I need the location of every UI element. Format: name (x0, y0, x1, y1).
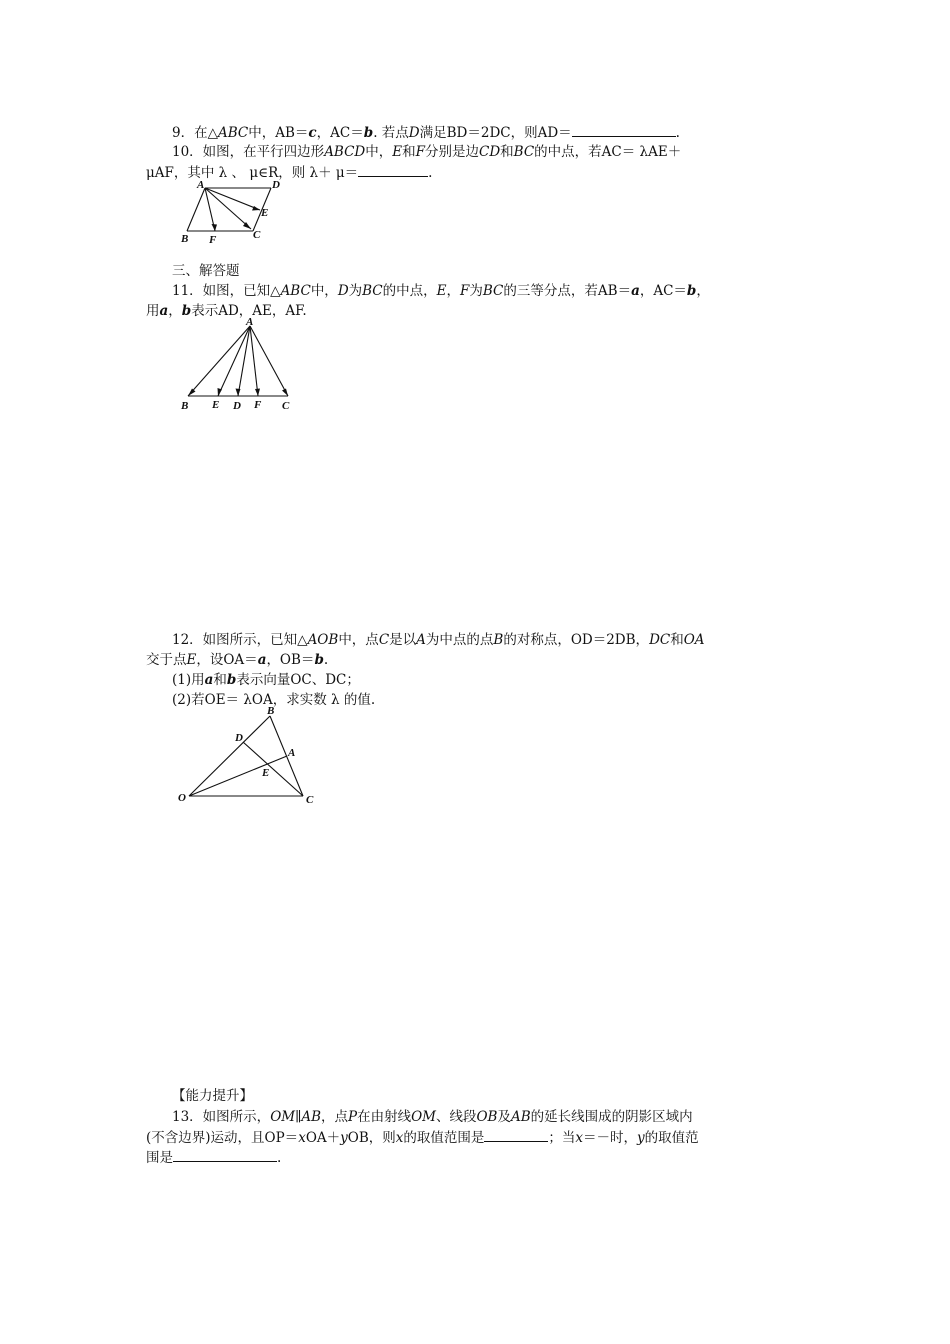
fig-label-A: A (246, 316, 254, 328)
fig-label-E: E (262, 767, 270, 779)
section-heading: 三、解答题 (172, 263, 240, 279)
q12-sub1: (1)用a和b表示向量OC、DC； (172, 672, 360, 688)
fig-label-D: D (235, 732, 243, 744)
fig-label-E: E (212, 399, 220, 411)
q13-line2: (不含边界)运动，且OP＝xOA＋yOB，则x的取值范围是 ；当x＝－时，y的取值范 (146, 1130, 699, 1146)
q12-line1: 12．如图所示，已知△AOB中，点C是以A为中点的点B的对称点，OD＝2DB，DC和OA (172, 632, 705, 648)
fig-label-C: C (282, 400, 290, 412)
q11-line2: 用a，b表示AD，AE，AF. (146, 303, 307, 319)
fig-label-D: D (272, 179, 280, 191)
answer-blank (484, 1128, 548, 1142)
fig-label-D: D (233, 400, 241, 412)
fig-label-B: B (267, 705, 275, 717)
q10-parallelogram-figure (175, 178, 285, 246)
q12-triangle-figure (175, 704, 325, 810)
ability-heading: 【能力提升】 (172, 1088, 253, 1104)
fig-label-O: O (178, 792, 186, 804)
answer-blank (572, 123, 676, 137)
fig-label-C: C (306, 794, 314, 806)
fig-label-C: C (253, 229, 261, 241)
fig-label-E: E (261, 207, 269, 219)
fig-label-F: F (254, 399, 262, 411)
q12-sub2: (2)若OE＝ λOA，求实数 λ 的值. (172, 692, 376, 708)
q13-line1: 13．如图所示，OM∥AB，点P在由射线OM、线段OB及AB的延长线围成的阴影区域内 (172, 1109, 693, 1125)
fig-label-B: B (181, 233, 189, 245)
fig-label-A: A (197, 179, 205, 191)
fig-label-F: F (209, 234, 217, 246)
answer-blank (173, 1148, 277, 1162)
q10-line2: μAF，其中 λ 、 μ∈R，则 λ＋ μ＝ . (146, 165, 433, 181)
q11-line1: 11．如图，已知△ABC中，D为BC的中点，E，F为BC的三等分点，若AB＝a，AC＝b， (172, 283, 710, 299)
q12-line2: 交于点E，设OA＝a，OB＝b. (146, 652, 329, 668)
answer-blank (358, 163, 428, 177)
q13-line3: 围是 . (146, 1150, 282, 1166)
fig-label-B: B (181, 400, 189, 412)
q10-line1: 10．如图，在平行四边形ABCD中，E和F分别是边CD和BC的中点，若AC＝ λAE＋ (172, 144, 682, 160)
q11-triangle-figure (178, 314, 298, 414)
fig-label-A: A (288, 747, 296, 759)
q9-text: 9．在△ABC中，AB＝c，AC＝b. 若点D满足BD＝2DC，则AD＝ . (172, 125, 680, 141)
